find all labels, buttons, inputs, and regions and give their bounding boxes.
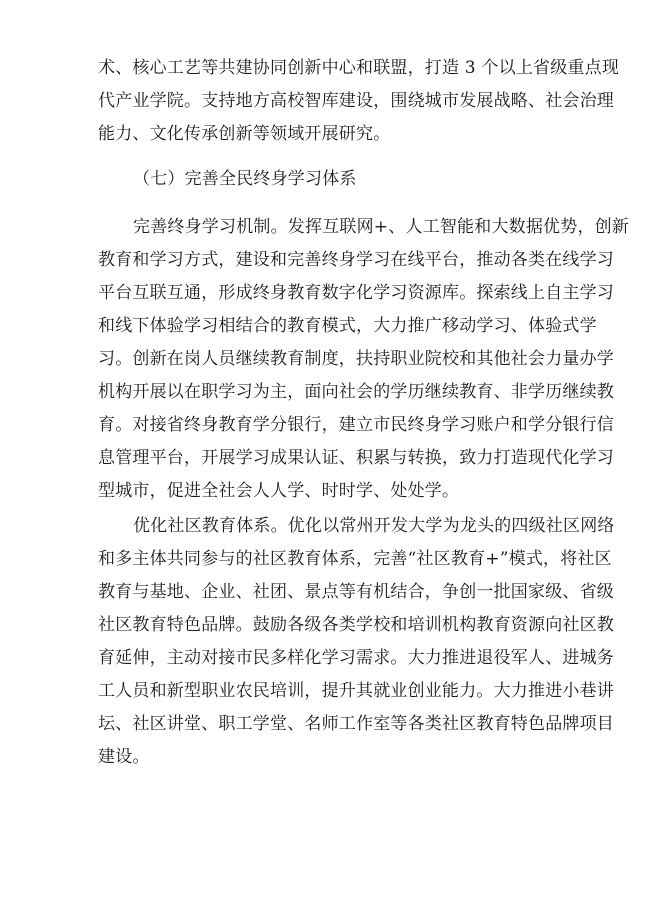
paragraph-lifelong-learning bbox=[98, 211, 630, 508]
section-heading-text: （七）完善全民终身学习体系 bbox=[133, 169, 357, 189]
text-line: 工人员和新型职业农民培训，提升其就业创业能力。大力推进小巷讲 bbox=[98, 681, 614, 701]
text-line: 坛、社区讲堂、职工学堂、名师工作室等各类社区教育特色品牌项目 bbox=[98, 714, 614, 734]
text-line: 育延伸，主动对接市民多样化学习需求。大力推进退役军人、进城务 bbox=[98, 648, 614, 668]
text-line: 和多主体共同参与的社区教育体系，完善“社区教育+”模式，将社区 bbox=[98, 549, 612, 569]
text-line: 术、核心工艺等共建协同创新中心和联盟，打造 3 个以上省级重点现 bbox=[98, 58, 620, 78]
text-line: 平台互联互通，形成终身教育数字化学习资源库。探索线上自主学习 bbox=[98, 283, 614, 303]
text-line: 机构开展以在职学习为主，面向社会的学历继续教育、非学历继续教 bbox=[98, 382, 614, 402]
text-line: 代产业学院。支持地方高校智库建设，围绕城市发展战略、社会治理 bbox=[98, 91, 614, 111]
text-line: 能力、文化传承创新等领域开展研究。 bbox=[98, 124, 391, 144]
text-line: 教育和学习方式，建设和完善终身学习在线平台，推动各类在线学习 bbox=[98, 250, 614, 270]
text-line: 和线下体验学习相结合的教育模式，大力推广移动学习、体验式学 bbox=[98, 316, 597, 336]
text-line: 社区教育特色品牌。鼓励各级各类学校和培训机构教育资源向社区教 bbox=[98, 615, 614, 635]
paragraph-continuation bbox=[98, 52, 620, 151]
text-line: 习。创新在岗人员继续教育制度，扶持职业院校和其他社会力量办学 bbox=[98, 349, 614, 369]
section-heading bbox=[98, 163, 558, 196]
text-line: 完善终身学习机制。发挥互联网+、人工智能和大数据优势，创新 bbox=[133, 217, 630, 237]
text-line: 优化社区教育体系。优化以常州开发大学为龙头的四级社区网络 bbox=[133, 516, 615, 536]
text-line: 息管理平台，开展学习成果认证、积累与转换，致力打造现代化学习 bbox=[98, 448, 614, 468]
text-line: 型城市，促进全社会人人学、时时学、处处学。 bbox=[98, 481, 460, 501]
text-line: 建设。 bbox=[98, 747, 150, 767]
paragraph-community-education bbox=[98, 510, 615, 774]
text-line: 育。对接省终身教育学分银行，建立市民终身学习账户和学分银行信 bbox=[98, 415, 614, 435]
text-line: 教育与基地、企业、社团、景点等有机结合，争创一批国家级、省级 bbox=[98, 582, 614, 602]
